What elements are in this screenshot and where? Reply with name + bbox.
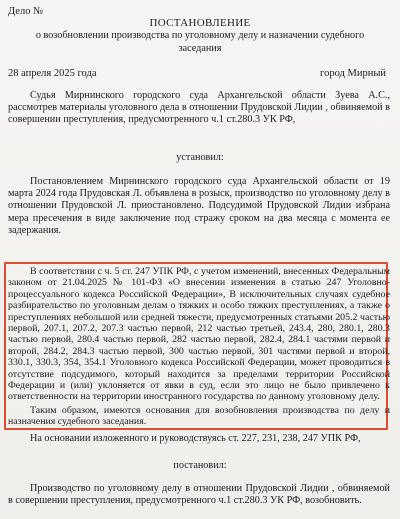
intro-paragraph: Судья Мирнинского городского суда Архангельской области Зуева А.С., рассмотрев материалы уголовного дела в отношении Прудовской Лидии , обвиняемой в совершении преступления, предусмотренного ч.1 ст.280.3 УК РФ, xyxy=(8,90,390,126)
document-city: город Мирный xyxy=(320,68,386,79)
ruling-paragraph: Производство по уголовному делу в отношении Прудовской Лидии , обвиняемой в совершении преступления, предусмотренного ч.1 ст.280.3 УК РФ, возобновить. xyxy=(8,483,390,507)
document-subtitle: о возобновлении производства по уголовному делу и назначении судебного заседания xyxy=(35,30,365,54)
highlighted-paragraph-2: Таким образом, имеются основания для возобновления производства по делу и назначения судебного заседания. xyxy=(8,405,390,428)
basis-paragraph: На основании изложенного и руководствуясь ст. 227, 231, 238, 247 УПК РФ, xyxy=(30,433,361,444)
document-date: 28 апреля 2025 года xyxy=(8,68,97,79)
highlighted-paragraph-1: В соответствии с ч. 5 ст. 247 УПК РФ, с учетом изменений, внесенных Федеральным законом от 21.04.2025 № 101-ФЗ «О внесении изменения в статью 247 Уголовно-процессуального кодекса Российской Федерации», В исключительных случаях судебное разбирательство по уголовным делам о тяжких и особо тяжких преступлениях, а также о преступлениях небольшой или средней тяжести, предусмотренных статьями 205.2 частью первой, 207.1, 207.2, 207.3 частью первой, 212 частью третьей, 243.4, 280, 280.1, 280.3 частью первой, 280.4 частью первой, 282 частью первой, 282.4, 284.1 частями первой и второй, 284.2, 284.3 частью первой, 300 частью первой, 301 частями первой и второй, 330.1, 330.3, 354, 354.1 Уголовного кодекса Российской Федерации, может проводиться в отсутствие подсудимого, который находится за пределами территории Российской Федерации и (или) уклоняется от явки в суд, если это лицо не было привлечено к ответственности на территории иностранного государства по данному уголовному делу. xyxy=(8,266,390,403)
document-title: ПОСТАНОВЛЕНИЕ xyxy=(149,17,251,29)
date-line xyxy=(8,68,386,80)
case-number: Дело № xyxy=(8,6,44,17)
ruled-heading: постановил: xyxy=(173,460,227,471)
established-paragraph: Постановлением Мирнинского городского суда Архангельской области от 19 марта 2024 года Прудовская Л. объявлена в розыск, производство по уголовному делу в отношении Прудовской Л. приостановлено. Подсудимой Прудовской Лидии избрана мера пресечения в виде заключение под стражу сроком на два месяца с момента ее задержания. xyxy=(8,176,390,236)
established-heading: установил: xyxy=(176,152,224,163)
